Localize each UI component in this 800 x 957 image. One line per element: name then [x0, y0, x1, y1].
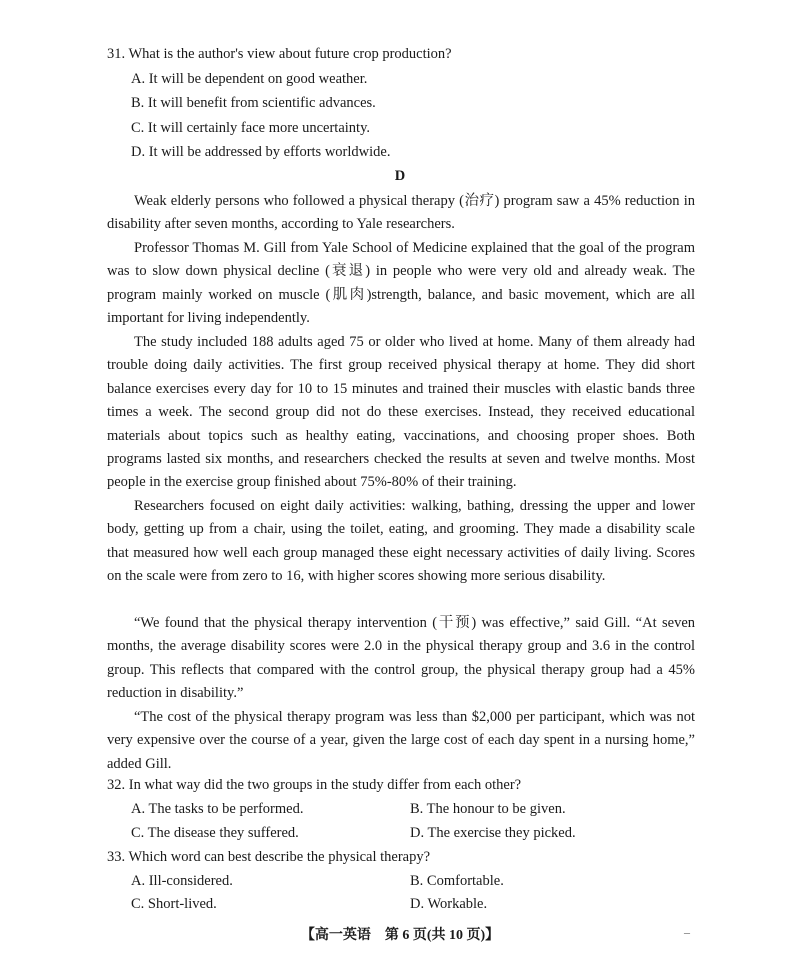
question-31-option-c: C. It will certainly face more uncertainty. — [131, 120, 371, 136]
passage-paragraph-4: Researchers focused on eight daily activities: walking, bathing, dressing the upper and lower body, getting up from a chair, using the toilet, eating, and grooming. They made a disability scale that measured how well each group managed these eight necessary activities of daily living. Scores on the scale were from zero to 16, with higher scores showing more serious disability. — [107, 498, 695, 585]
question-33-option-b: B. Comfortable. — [410, 873, 504, 889]
question-33-option-d: D. Workable. — [410, 896, 488, 912]
passage-paragraph-1: Weak elderly persons who followed a physical therapy (治疗) program saw a 45% reduction in disability after seven months, according to Yale researchers. — [107, 193, 695, 233]
section-heading: D — [394, 168, 406, 184]
question-31-option-d: D. It will be addressed by efforts worldwide. — [131, 144, 391, 160]
passage-paragraph-3: The study included 188 adults aged 75 or older who lived at home. Many of them already had trouble doing daily activities. The first group received physical therapy at home. They did short balance exercises every day for 10 to 15 minutes and trained their muscles with elastic bands three times a week. The second group did not do these exercises. Instead, they received educational materials about topics such as healthy eating, vaccinations, and choosing proper shoes. Both programs lasted six months, and researchers checked the results at seven and twelve months. Most people in the exercise group finished about 75%-80% of their training. — [107, 334, 695, 491]
page-footer: 【高一英语 第 6 页(共 10 页)】 — [300, 928, 500, 943]
question-32-option-d: D. The exercise they picked. — [410, 825, 576, 841]
question-31-stem: 31. What is the author's view about future crop production? — [107, 46, 452, 62]
question-31-option-b: B. It will benefit from scientific advances. — [131, 95, 376, 111]
question-32-stem: 32. In what way did the two groups in the study differ from each other? — [107, 777, 522, 793]
corner-mark: – — [684, 925, 690, 939]
passage-paragraph-5: “We found that the physical therapy intervention (干预) was effective,” said Gill. “At seven months, the average disability scores were 2.0 in the physical therapy group and 3.6 in the control group. This reflects that compared with the control group, the physical therapy group had a 45% reduction in disability.” — [107, 615, 695, 702]
passage-paragraph-2: Professor Thomas M. Gill from Yale School of Medicine explained that the goal of the program was to slow down physical decline (衰退) in people who were very old and already weak. The program mainly worked on muscle (肌肉)strength, balance, and basic movement, which are all important for living independently. — [107, 240, 695, 327]
question-32-option-c: C. The disease they suffered. — [131, 825, 299, 841]
question-32-option-b: B. The honour to be given. — [410, 801, 566, 817]
question-32-option-a: A. The tasks to be performed. — [131, 801, 304, 817]
question-33-stem: 33. Which word can best describe the physical therapy? — [107, 849, 431, 865]
question-31-option-a: A. It will be dependent on good weather. — [131, 71, 368, 87]
question-33-option-a: A. Ill-considered. — [131, 873, 233, 889]
question-33-option-c: C. Short-lived. — [131, 896, 217, 912]
passage-paragraph-6: “The cost of the physical therapy program was less than $2,000 per participant, which was not very expensive over the course of a year, given the large cost of each day spent in a nursing home,” added Gill. — [107, 709, 695, 772]
